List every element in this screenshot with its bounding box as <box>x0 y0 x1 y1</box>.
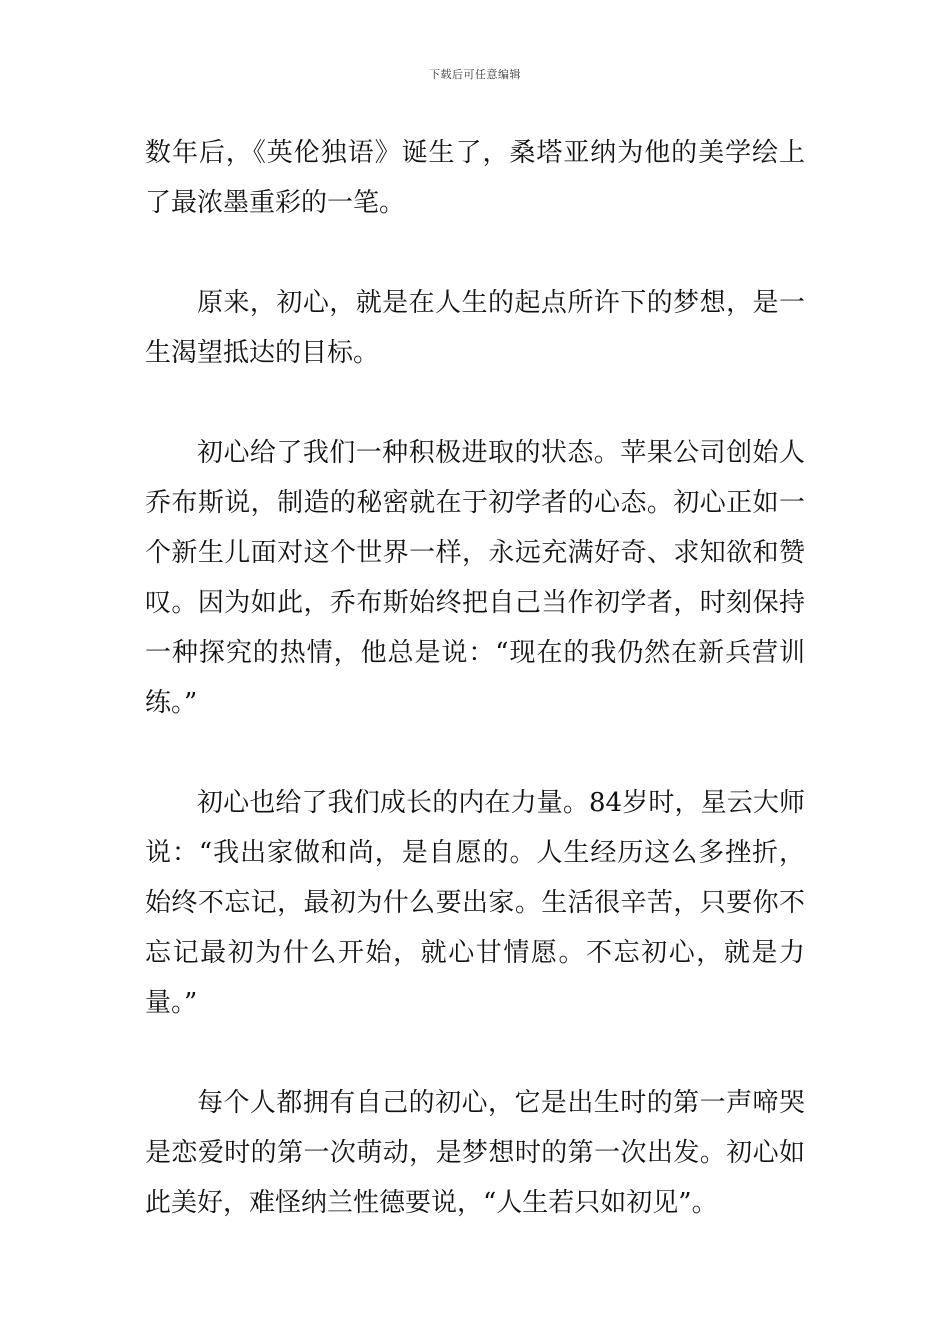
paragraph-1: 数年后，《英伦独语》诞生了，桑塔亚纳为他的美学绘上了最浓墨重彩的一笔。 <box>145 138 805 218</box>
document-body <box>145 128 805 1278</box>
paragraph-2: 原来，初心，就是在人生的起点所许下的梦想，是一生渴望抵达的目标。 <box>145 288 805 368</box>
paragraph-4: 初心也给了我们成长的内在力量。84岁时，星云大师说：“我出家做和尚，是自愿的。人生经历这么多挫折，始终不忘记，最初为什么要出家。生活很辛苦，只要你不忘记最初为什么开始，就心甘情愿。不忘初心，就是力量。” <box>145 788 805 1018</box>
page-header: 下载后可任意编辑 <box>429 68 521 81</box>
paragraph-5: 每个人都拥有自己的初心，它是出生时的第一声啼哭是恋爱时的第一次萌动，是梦想时的第一次出发。初心如此美好，难怪纳兰性德要说，“人生若只如初见”。 <box>145 1088 805 1218</box>
paragraph-3: 初心给了我们一种积极进取的状态。苹果公司创始人乔布斯说，制造的秘密就在于初学者的心态。初心正如一个新生儿面对这个世界一样，永远充满好奇、求知欲和赞叹。因为如此，乔布斯始终把自己当作初学者，时刻保持一种探究的热情，他总是说：“现在的我仍然在新兵营训练。” <box>145 438 805 718</box>
